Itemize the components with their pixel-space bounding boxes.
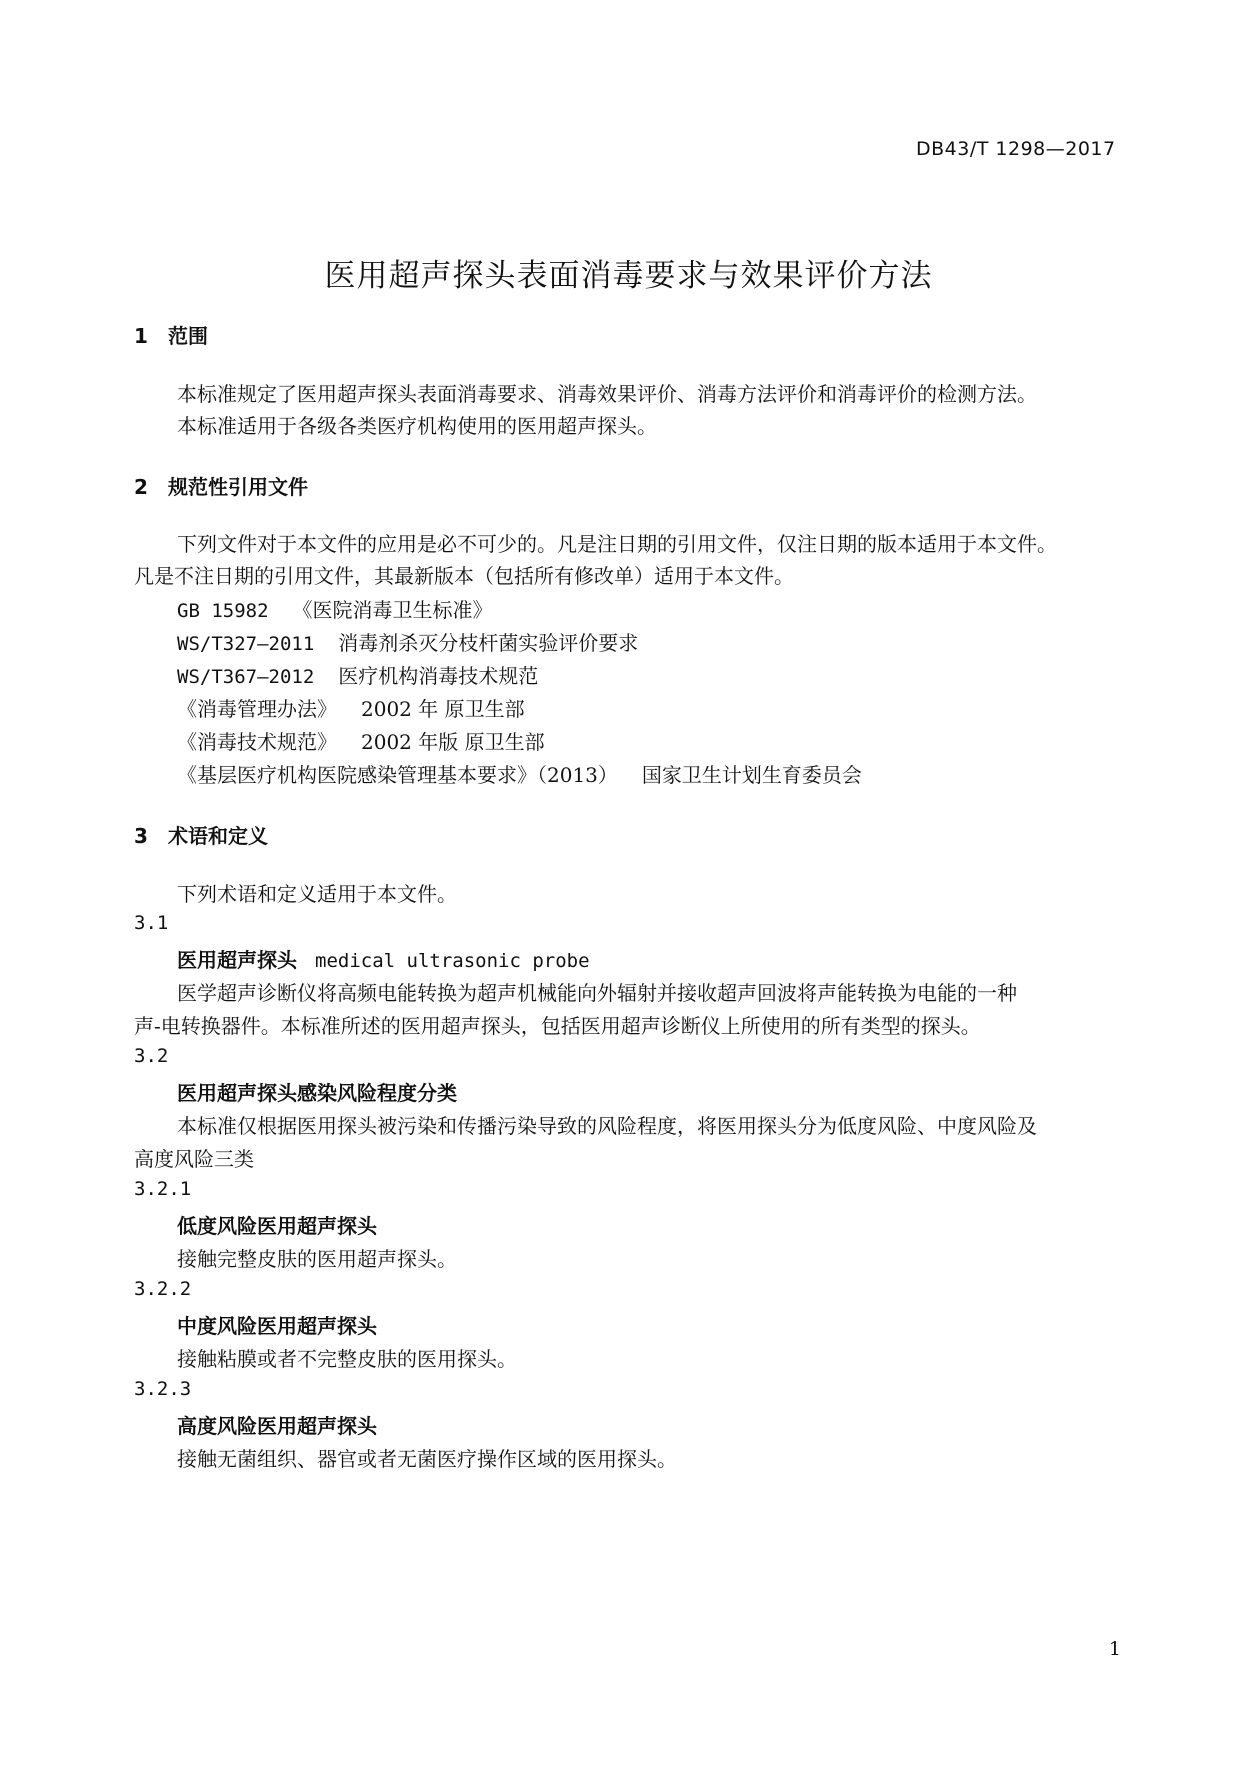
- page-number: 1: [1108, 1638, 1121, 1660]
- term-heading: 低度风险医用超声探头: [177, 1214, 377, 1238]
- reference-code: 《消毒管理办法》: [177, 697, 337, 721]
- reference-item: [177, 594, 493, 623]
- section-3-heading: [134, 820, 268, 849]
- term-definition: 接触无菌组织、器官或者无菌医疗操作区域的医用探头。: [177, 1447, 677, 1471]
- standard-code: DB43/T 1298—2017: [916, 138, 1116, 160]
- reference-name: 消毒剂杀灭分枝杆菌实验评价要求: [338, 631, 639, 655]
- term-definition-line-2: 高度风险三类: [134, 1147, 254, 1171]
- term-heading: 医用超声探头感染风险程度分类: [177, 1081, 457, 1105]
- clause-number: 3.2.2: [134, 1278, 192, 1300]
- term-definition: 接触完整皮肤的医用超声探头。: [177, 1247, 457, 1271]
- section-1-paragraph-2: 本标准适用于各级各类医疗机构使用的医用超声探头。: [177, 414, 657, 438]
- reference-name: 2002 年 原卫生部: [361, 697, 525, 721]
- clause-number: 3.1: [134, 912, 169, 934]
- section-number: 2: [134, 475, 148, 499]
- term-definition-line-1: 医学超声诊断仪将高频电能转换为超声机械能向外辐射并接收超声回波将声能转换为电能的一种: [177, 981, 1017, 1005]
- section-1-heading: [134, 320, 208, 349]
- section-1-paragraph-1: 本标准规定了医用超声探头表面消毒要求、消毒效果评价、消毒方法评价和消毒评价的检测方法。: [177, 382, 1037, 406]
- term-definition-line-1: 本标准仅根据医用探头被污染和传播污染导致的风险程度，将医用探头分为低度风险、中度风险及: [177, 1114, 1037, 1138]
- section-number: 1: [134, 324, 148, 348]
- reference-code: GB 15982: [177, 600, 269, 622]
- section-number: 3: [134, 824, 148, 848]
- clause-number: 3.2.3: [134, 1378, 192, 1400]
- term-heading: [177, 944, 590, 973]
- reference-code: WS/T327—2011: [177, 633, 315, 655]
- term-definition-line-2: 声-电转换器件。本标准所述的医用超声探头，包括医用超声诊断仪上所使用的所有类型的探头。: [134, 1014, 981, 1038]
- term-chinese: 医用超声探头: [177, 948, 297, 972]
- reference-name: 《医院消毒卫生标准》: [292, 598, 493, 622]
- term-heading: 中度风险医用超声探头: [177, 1314, 377, 1338]
- reference-code: 《基层医疗机构医院感染管理基本要求》（2013）: [177, 763, 618, 787]
- reference-item: [177, 726, 545, 755]
- clause-number: 3.2.1: [134, 1178, 192, 1200]
- section-2-paragraph-line-2: 凡是不注日期的引用文件，其最新版本（包括所有修改单）适用于本文件。: [134, 564, 794, 588]
- reference-item: [177, 660, 538, 689]
- section-title: 范围: [168, 324, 208, 348]
- section-3-intro: 下列术语和定义适用于本文件。: [177, 882, 457, 906]
- document-title: 医用超声探头表面消毒要求与效果评价方法: [324, 258, 933, 294]
- term-english: medical ultrasonic probe: [315, 950, 590, 972]
- reference-item: [177, 759, 862, 788]
- term-heading: 高度风险医用超声探头: [177, 1414, 377, 1438]
- reference-item: [177, 693, 525, 722]
- reference-item: [177, 627, 638, 656]
- section-title: 术语和定义: [168, 824, 268, 848]
- section-title: 规范性引用文件: [168, 475, 308, 499]
- clause-number: 3.2: [134, 1045, 169, 1067]
- section-2-heading: [134, 471, 308, 500]
- reference-name: 医疗机构消毒技术规范: [338, 664, 539, 688]
- reference-name: 2002 年版 原卫生部: [361, 730, 545, 754]
- reference-name: 国家卫生计划生育委员会: [641, 763, 862, 787]
- reference-code: 《消毒技术规范》: [177, 730, 337, 754]
- term-definition: 接触粘膜或者不完整皮肤的医用探头。: [177, 1347, 517, 1371]
- section-2-paragraph-line-1: 下列文件对于本文件的应用是必不可少的。凡是注日期的引用文件，仅注日期的版本适用于本文件。: [177, 532, 1057, 556]
- reference-code: WS/T367—2012: [177, 666, 315, 688]
